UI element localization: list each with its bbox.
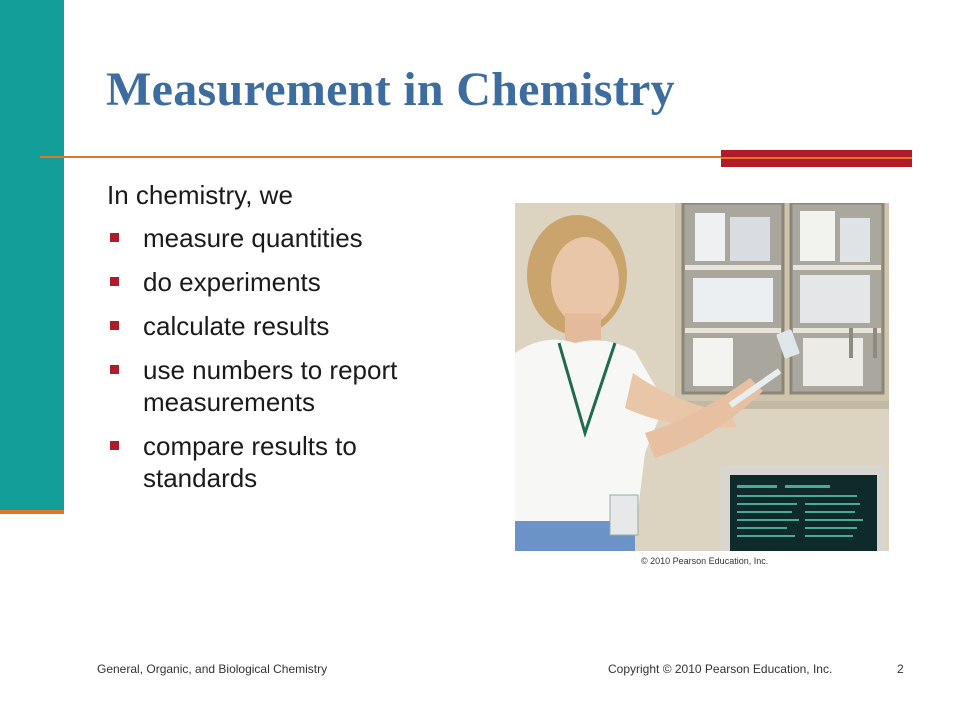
bullet-text: compare results to standards	[143, 431, 357, 493]
slide-number: 2	[897, 662, 904, 676]
bullet-item	[107, 310, 477, 342]
teal-side-bar	[0, 0, 64, 514]
bullet-text: measure quantities	[143, 223, 363, 253]
square-bullet-icon	[110, 321, 119, 330]
footer-copyright: Copyright © 2010 Pearson Education, Inc.	[608, 662, 833, 676]
bullet-text: calculate results	[143, 311, 330, 341]
bullet-item	[107, 222, 477, 254]
photo-credit: © 2010 Pearson Education, Inc.	[641, 556, 769, 566]
nurse-syringe-photo	[515, 203, 889, 551]
square-bullet-icon	[110, 233, 119, 242]
bullet-text: use numbers to report measurements	[143, 355, 398, 417]
square-bullet-icon	[110, 277, 119, 286]
square-bullet-icon	[110, 441, 119, 450]
square-bullet-icon	[110, 365, 119, 374]
footer-course-title: General, Organic, and Biological Chemistry	[97, 662, 328, 676]
bullet-item	[107, 430, 477, 494]
red-accent-orange-line	[721, 157, 912, 159]
bullet-item	[107, 354, 477, 418]
photo-illustration	[515, 203, 889, 551]
bullet-text: do experiments	[143, 267, 321, 297]
bullet-list	[107, 222, 477, 506]
teal-bar-orange-edge	[0, 510, 64, 514]
slide-title: Measurement in Chemistry	[106, 63, 675, 116]
intro-text: In chemistry, we	[107, 180, 293, 210]
bullet-item	[107, 266, 477, 298]
